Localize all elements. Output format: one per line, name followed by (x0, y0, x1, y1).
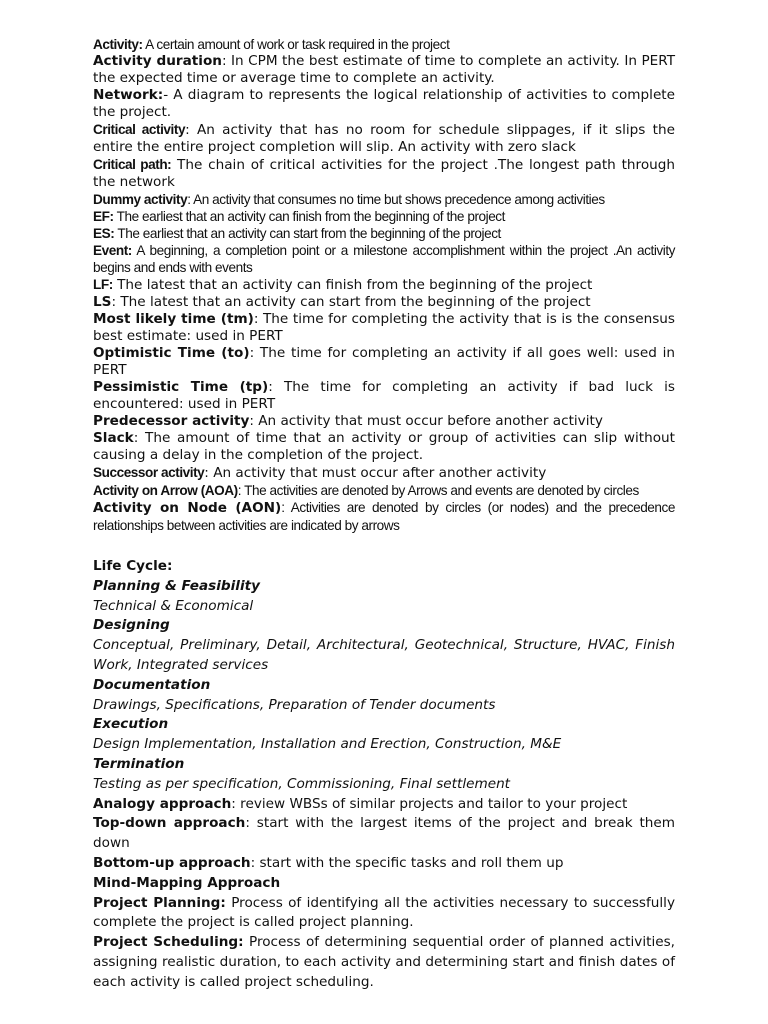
term: Mind-Mapping Approach (93, 874, 281, 891)
term: Event: (93, 243, 132, 258)
term: LS (93, 294, 112, 310)
definition-text: The chain of critical activities for the project .The longest path through the network (93, 157, 675, 190)
term: Optimistic Time (to) (93, 345, 250, 361)
definition-text: The latest that an activity can finish from the beginning of the project (112, 277, 593, 293)
term: Pessimistic Time (tp) (93, 379, 269, 395)
definition-text: : Activities are denoted by circles (or nodes) and the precedence relationships between activities are indicated by arrows (93, 500, 675, 533)
definition-successor-activity (93, 464, 675, 482)
term: Top-down approach (93, 815, 246, 832)
definition-text: : The latest that an activity can start from the beginning of the project (111, 294, 591, 310)
term: Critical path: (93, 157, 172, 172)
definition-optimistic-time (93, 345, 675, 379)
definition-text: : The time for completing an activity if all goes well: used in PERT (93, 345, 676, 378)
definition-critical-path (93, 156, 675, 191)
definition-text: A certain amount of work or task required in the project (142, 37, 450, 52)
definition-ls (93, 294, 675, 311)
definition-text: : In CPM the best estimate of time to complete an activity. In PERT the expected time or average time to complete an activity. (93, 53, 676, 86)
definition-text: The earliest that an activity can start from the beginning of the project (114, 226, 501, 241)
definition-project-scheduling (93, 933, 675, 992)
phase-heading: Designing (93, 617, 170, 634)
term: Activity on Arrow (AOA) (93, 483, 238, 498)
term: EF: (93, 209, 114, 224)
term: Project Planning: (93, 894, 226, 911)
definition-text: The earliest that an activity can finish from the beginning of the project (113, 209, 505, 224)
phase-heading: Termination (93, 755, 185, 772)
phase-detail: Drawings, Specifications, Preparation of Tender documents (93, 696, 496, 713)
phase-detail: Technical & Economical (93, 597, 254, 614)
definition-network (93, 87, 675, 121)
term: Predecessor activity (93, 413, 250, 429)
definition-activity (93, 36, 675, 53)
term: Most likely time (tm) (93, 311, 254, 327)
approach-top-down (93, 814, 675, 854)
life-cycle-title: Life Cycle: (93, 558, 173, 574)
approach-bottom-up (93, 854, 675, 874)
term: Dummy activity (93, 192, 188, 207)
definition-text: : An activity that has no room for schedule slippages, if it slips the entire the entire project completion will slip. An activity with zero slack (93, 122, 675, 155)
term: Successor activity (93, 465, 205, 480)
definition-ef (93, 208, 675, 225)
phase-detail: Conceptual, Preliminary, Detail, Architectural, Geotechnical, Structure, HVAC, Finish Work, Integrated services (93, 637, 675, 673)
definition-pessimistic-time (93, 379, 675, 413)
definition-dummy-activity (93, 191, 675, 208)
approach-analogy (93, 795, 675, 815)
approach-text: : start with the largest items of the project and break them down (93, 815, 675, 852)
term: Slack (93, 430, 134, 446)
term: Critical activity (93, 122, 186, 137)
definition-text: A beginning, a completion point or a milestone accomplishment within the project .An activity begins and ends with events (93, 243, 675, 275)
definition-text: : The time for completing an activity if bad luck is encountered: used in PERT (93, 379, 676, 412)
definition-project-planning (93, 894, 675, 934)
definition-activity-duration (93, 53, 675, 87)
term: Activity duration (93, 53, 222, 69)
term: LF: (93, 277, 113, 292)
term: Activity: (93, 37, 143, 52)
term: Bottom-up approach (93, 854, 251, 871)
document-page (93, 36, 675, 993)
phase-heading: Documentation (93, 676, 211, 693)
definition-es (93, 225, 675, 242)
approach-mind-mapping (93, 874, 675, 894)
approach-text: : review WBSs of similar projects and tailor to your project (231, 795, 628, 812)
phase-heading: Execution (93, 716, 169, 733)
definition-text: : The amount of time that an activity or group of activities can slip without causing a delay in the completion of the project. (93, 430, 675, 463)
definition-text: : An activity that must occur after another activity (204, 465, 547, 481)
term: Network: (93, 87, 164, 103)
approach-text: : start with the specific tasks and roll them up (250, 854, 564, 871)
term: Activity on Node (AON) (93, 500, 282, 516)
definition-text: : The time for completing the activity that is is the consensus best estimate: used in PERT (93, 311, 675, 344)
definition-event (93, 242, 675, 276)
definition-predecessor-activity (93, 413, 675, 430)
definition-text: : The activities are denoted by Arrows and events are denoted by circles (237, 483, 639, 498)
definition-text: Process of identifying all the activities necessary to successfully complete the project is called project planning. (93, 894, 675, 931)
term: Analogy approach (93, 795, 232, 812)
definition-most-likely-time (93, 311, 675, 345)
definition-text: : An activity that must occur before another activity (249, 413, 603, 429)
definition-text: - A diagram to represents the logical relationship of activities to complete the project. (93, 87, 675, 120)
definition-aoa (93, 482, 675, 499)
phase-heading: Planning & Feasibility (93, 577, 260, 594)
definition-critical-activity (93, 121, 675, 156)
section-spacer (93, 535, 675, 557)
phase-detail: Design Implementation, Installation and Erection, Construction, M&E (93, 736, 562, 753)
phase-detail: Testing as per specification, Commissioning, Final settlement (93, 775, 511, 792)
definition-lf (93, 276, 675, 294)
term: Project Scheduling: (93, 934, 244, 951)
definition-text: : An activity that consumes no time but shows precedence among activities (187, 192, 605, 207)
definition-aon (93, 499, 675, 535)
definition-slack (93, 430, 675, 464)
term: ES: (93, 226, 115, 241)
definition-text: Process of determining sequential order of planned activities, assigning realistic duration, to each activity and determining start and finish dates of each activity is called project scheduling. (93, 934, 675, 990)
